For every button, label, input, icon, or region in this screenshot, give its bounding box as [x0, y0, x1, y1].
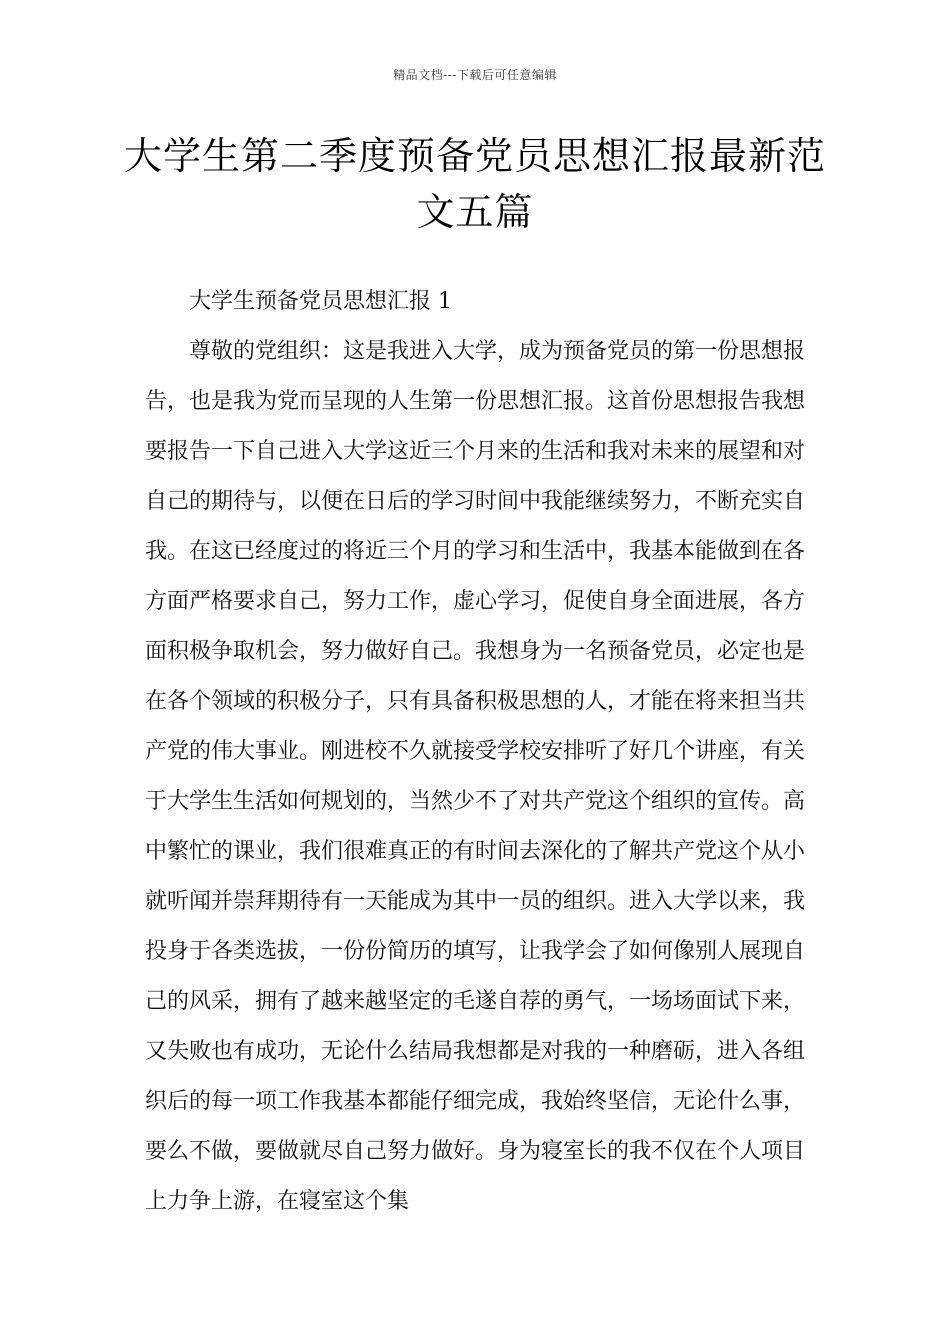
- body-paragraph: 尊敬的党组织：这是我进入大学，成为预备党员的第一份思想报告，也是我为党而呈现的人生第一份思想汇报。这首份思想报告我想要报告一下自己进入大学这近三个月来的生活和我对未来的展望和对自己的期待与，以便在日后的学习时间中我能继续努力，不断充实自我。在这已经度过的将近三个月的学习和生活中，我基本能做到在各方面严格要求自己，努力工作，虚心学习，促使自身全面进展，各方面积极争取机会，努力做好自己。我想身为一名预备党员，必定也是在各个领域的积极分子，只有具备积极思想的人，才能在将来担当共产党的伟大事业。刚进校不久就接受学校安排听了好几个讲座，有关于大学生生活如何规划的，当然少不了对共产党这个组织的宣传。高中繁忙的课业，我们很难真正的有时间去深化的了解共产党这个从小就听闻并崇拜期待有一天能成为其中一员的组织。进入大学以来，我投身于各类选拔，一份份简历的填写，让我学会了如何像别人展现自己的风采，拥有了越来越坚定的毛遂自荐的勇气，一场场面试下来，又失败也有成功，无论什么结局我想都是对我的一种磨砺，进入各组织后的每一项工作我基本都能仔细完成，我始终坚信，无论什么事，要么不做，要做就尽自己努力做好。身为寝室长的我不仅在个人项目上力争上游，在寝室这个集: [145, 339, 806, 1214]
- document-body: [145, 277, 805, 1227]
- header-note: 精品文档---下载后可任意编辑: [393, 68, 557, 82]
- section-heading: 大学生预备党员思想汇报 1: [189, 289, 452, 314]
- document-title: 大学生第二季度预备党员思想汇报最新范文五篇: [123, 134, 826, 234]
